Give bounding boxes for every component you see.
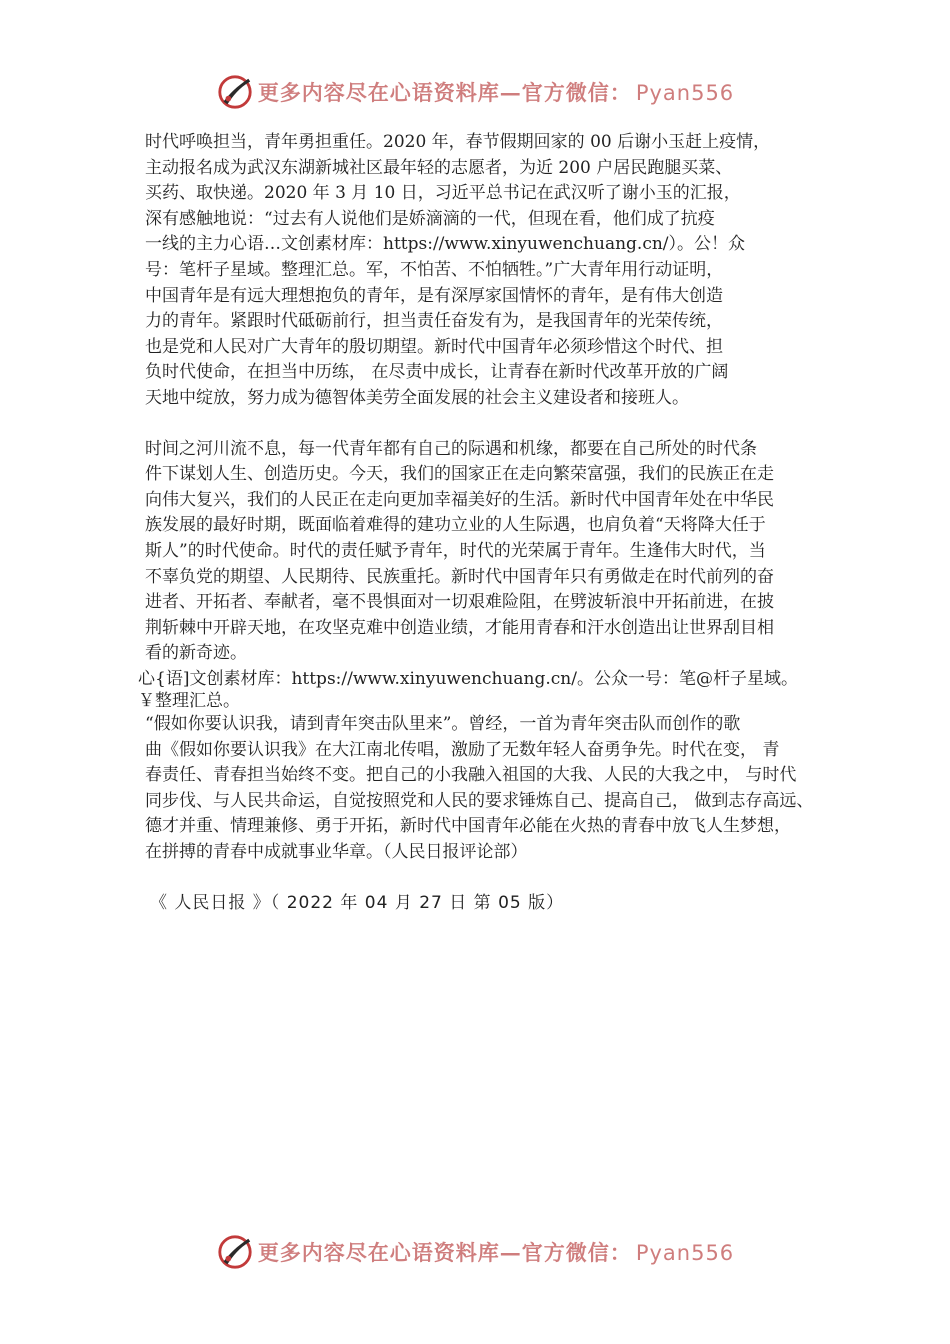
text-line: 在拼搏的青春中成就事业华章。（人民日报评论部） (145, 841, 528, 862)
wechat-id: Pyan556 (635, 81, 735, 105)
text-line: 件下谋划人生、创造历史。今天，我们的国家正在走向繁荣富强，我们的民族正在走 (145, 464, 774, 485)
text-line: 不辜负党的期望、人民期待、民族重托。新时代中国青年只有勇做走在时代前列的奋 (145, 566, 774, 587)
text-line: 进者、开拓者、奉献者，毫不畏惧面对一切艰难险阻，在劈波斩浪中开拓前进，在披 (145, 592, 774, 613)
text-line: 中国青年是有远大理想抱负的青年，是有深厚家国情怀的青年，是有伟大创造 (145, 285, 723, 306)
wechat-id: Pyan556 (635, 1241, 735, 1265)
text-line: 负时代使命，在担当中历练， 在尽责中成长，让青春在新时代改革开放的广阔 (145, 362, 729, 383)
text-line: 德才并重、情理兼修、勇于开拓，新时代中国青年必能在火热的青春中放飞人生梦想， (145, 816, 791, 837)
text-line: 也是党和人民对广大青年的殷切期望。新时代中国青年必须珍惜这个时代、担 (145, 336, 723, 357)
text-line: 一线的主力心语…文创素材库：https://www.xinyuwenchuang.cn/）。公！众 (145, 234, 746, 255)
text-line: 时代呼唤担当，青年勇担重任。2020 年，春节假期回家的 00 后谢小玉赶上疫情， (145, 132, 771, 152)
text-line: 主动报名成为武汉东湖新城社区最年轻的志愿者，为近 200 户居民跑腿买菜、 (145, 157, 733, 178)
text-line: 族发展的最好时期，既面临着难得的建功立业的人生际遇，也肩负着“天将降大任于 (145, 515, 766, 536)
paragraph-1 (145, 130, 835, 412)
article-body (145, 130, 835, 667)
text-line: 荆斩棘中开辟天地，在攻坚克难中创造业绩，才能用青春和汗水创造出让世界刮目相 (145, 617, 774, 638)
text-line: 心{语]文创素材库：https://www.xinyuwenchuang.cn/。公众一号：笔@杆子星域。 (138, 669, 798, 689)
banner-text: 更多内容尽在心语资料库—官方微信： Pyan556 (257, 1240, 735, 1265)
text-line: “假如你要认识我，请到青年突击队里来”。曾经，一首为青年突击队而创作的歌 (145, 714, 741, 734)
text-line: 斯人”的时代使命。时代的责任赋予青年，时代的光荣属于青年。生逢伟大时代，当 (145, 540, 766, 561)
paragraph-3 (145, 712, 835, 866)
text-line: 曲《假如你要认识我》在大江南北传唱，激励了无数年轻人奋勇争先。时代在变， 青 (145, 739, 780, 760)
text-line: 买药、取快递。2020 年 3 月 10 日，习近平总书记在武汉听了谢小玉的汇报， (145, 183, 741, 204)
paragraph-2 (145, 437, 835, 667)
text-line: 时间之河川流不息，每一代青年都有自己的际遇和机缘，都要在自己所处的时代条 (145, 438, 757, 459)
text-line: 天地中绽放，努力成为德智体美劳全面发展的社会主义建设者和接班人。 (145, 387, 689, 408)
text-line: 号：笔杆子星域。整理汇总。军，不怕苦、不怕牺牲。”广大青年用行动证明， (145, 259, 724, 280)
text-line: ￥整理汇总。 (138, 691, 240, 711)
header-banner (0, 72, 950, 112)
text-line: 春责任、青春担当始终不变。把自己的小我融入祖国的大我、人民的大我之中， 与时代 (145, 765, 797, 786)
source-citation: 《 人民日报 》（ 2022 年 04 月 27 日 第 05 版） (150, 893, 565, 913)
banner-text: 更多内容尽在心语资料库—官方微信： Pyan556 (257, 80, 735, 105)
text-line: 同步伐、与人民共命运，自觉按照党和人民的要求锤炼自己、提高自己， 做到志存高远、 (145, 790, 814, 811)
brush-logo-icon (216, 1233, 254, 1271)
text-line: 看的新奇迹。 (145, 643, 247, 664)
footer-banner (0, 1232, 950, 1272)
text-line: 深有感触地说：“过去有人说他们是娇滴滴的一代，但现在看，他们成了抗疫 (145, 208, 715, 229)
text-line: 力的青年。紧跟时代砥砺前行，担当责任奋发有为，是我国青年的光荣传统， (145, 311, 723, 332)
brush-logo-icon (216, 73, 254, 111)
text-line: 向伟大复兴，我们的人民正在走向更加幸福美好的生活。新时代中国青年处在中华民 (145, 489, 774, 510)
watermark-note (138, 668, 838, 712)
